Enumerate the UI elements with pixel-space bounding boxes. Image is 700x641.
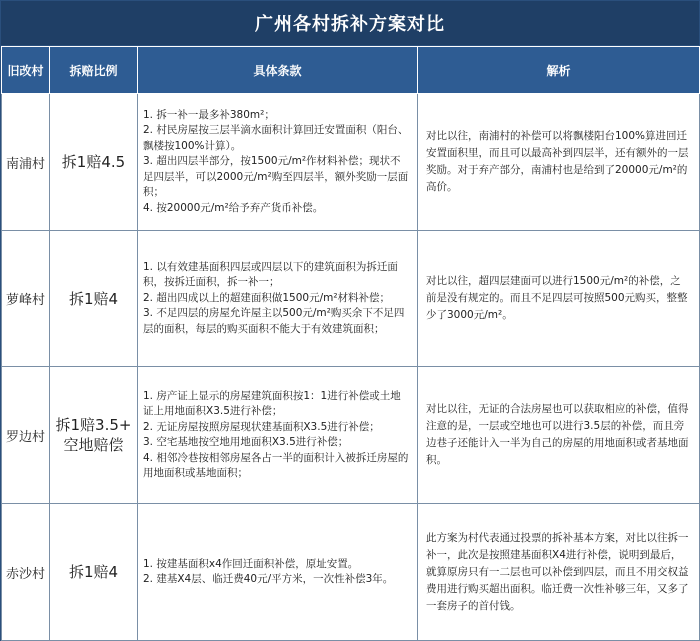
term-line: 4. 相邻冷巷按相邻房屋各占一半的面积计入被拆迁房屋的用地面积或基地面积； [143, 451, 409, 479]
ratio-cell: 拆1赔4 [50, 504, 138, 641]
header-analysis: 解析 [418, 47, 700, 94]
term-line: 3. 空宅基地按空地用地面积X3.5进行补偿； [143, 436, 349, 448]
term-line: 1. 房产证上显示的房屋建筑面积按1：1进行补偿或土地证上用地面积X3.5进行补偿； [143, 389, 401, 417]
term-line: 1. 拆一补一最多补380m²； [143, 108, 275, 121]
analysis-cell: 此方案为村代表通过投票的拆补基本方案，对比以往拆一补一，此次是按照建基面积X4进行补偿，说明到最后，就算原房只有一二层也可以补偿到四层，而且不用交权益费用进行购买超出面积。临迁费一次性补够三年，又多了一套房子的首付钱。 [418, 504, 700, 641]
ratio-cell [50, 367, 138, 504]
village-cell: 赤沙村 [2, 504, 50, 641]
term-line: 3. 不足四层的房屋允许屋主以500元/m²购买余下不足四层的面积，每层的购买面积不能大于有效建筑面积； [143, 307, 405, 335]
ratio-cell: 拆1赔4 [50, 231, 138, 367]
table-header-row [2, 47, 700, 94]
document-title: 广州各村拆补方案对比 [1, 1, 699, 46]
term-line: 1. 按建基面积x4作回迁面积补偿，原址安置。 [143, 557, 359, 570]
analysis-cell: 对比以往，无证的合法房屋也可以获取相应的补偿，值得注意的是，一层或空地也可以进行3.5层的补偿，而且旁边巷子还能计入一半为自己的房屋的用地面积或者基地面积。 [418, 367, 700, 504]
village-cell: 罗边村 [2, 367, 50, 504]
term-line: 1. 以有效建基面积四层或四层以下的建筑面积为拆迁面积，按拆迁面积，拆一补一； [143, 260, 398, 289]
table-row-chisha [2, 504, 700, 641]
term-line: 2. 无证房屋按照房屋现状建基面积X3.5进行补偿； [143, 420, 380, 433]
term-line: 2. 超出四成以上的超建面积做1500元/m²材料补偿； [143, 291, 391, 304]
header-terms: 具体条款 [138, 47, 418, 94]
table-row-nanpu [2, 94, 700, 231]
village-cell: 萝峰村 [2, 231, 50, 367]
term-line: 2. 村民房屋按三层半滴水面积计算回迁安置面积（阳台、飘楼按100%计算）。 [143, 124, 409, 152]
term-line: 4. 按20000元/m²给予弃产货币补偿。 [143, 201, 324, 214]
analysis-cell: 对比以往，南浦村的补偿可以将飘楼阳台100%算进回迁安置面积里，而且可以最高补到四层半，还有额外的一层奖励。对于弃产部分，南浦村也是给到了20000元/m²的高价。 [418, 94, 700, 231]
ratio-line: 拆1赔3.5+ [55, 416, 132, 434]
table-row-luofeng [2, 231, 700, 367]
analysis-cell: 对比以往，超四层建面可以进行1500元/m²的补偿，之前是没有规定的。而且不足四层可按照500元购买，整整少了3000元/m²。 [418, 231, 700, 367]
term-line: 2. 建基X4层、临迁费40元/平方米，一次性补偿3年。 [143, 573, 394, 585]
terms-cell [138, 367, 418, 504]
header-ratio: 拆赔比例 [50, 47, 138, 94]
header-village: 旧改村 [2, 47, 50, 94]
table-row-luobian [2, 367, 700, 504]
ratio-line: 空地赔偿 [63, 436, 124, 454]
terms-cell [138, 94, 418, 231]
terms-cell [138, 504, 418, 641]
village-cell: 南浦村 [2, 94, 50, 231]
terms-cell [138, 231, 418, 367]
term-line: 3. 超出四层半部分，按1500元/m²作材料补偿；现状不足四层半，可以2000元/m²购至四层半，额外奖励一层面积； [143, 155, 409, 199]
comparison-table [1, 46, 700, 641]
ratio-cell: 拆1赔4.5 [50, 94, 138, 231]
